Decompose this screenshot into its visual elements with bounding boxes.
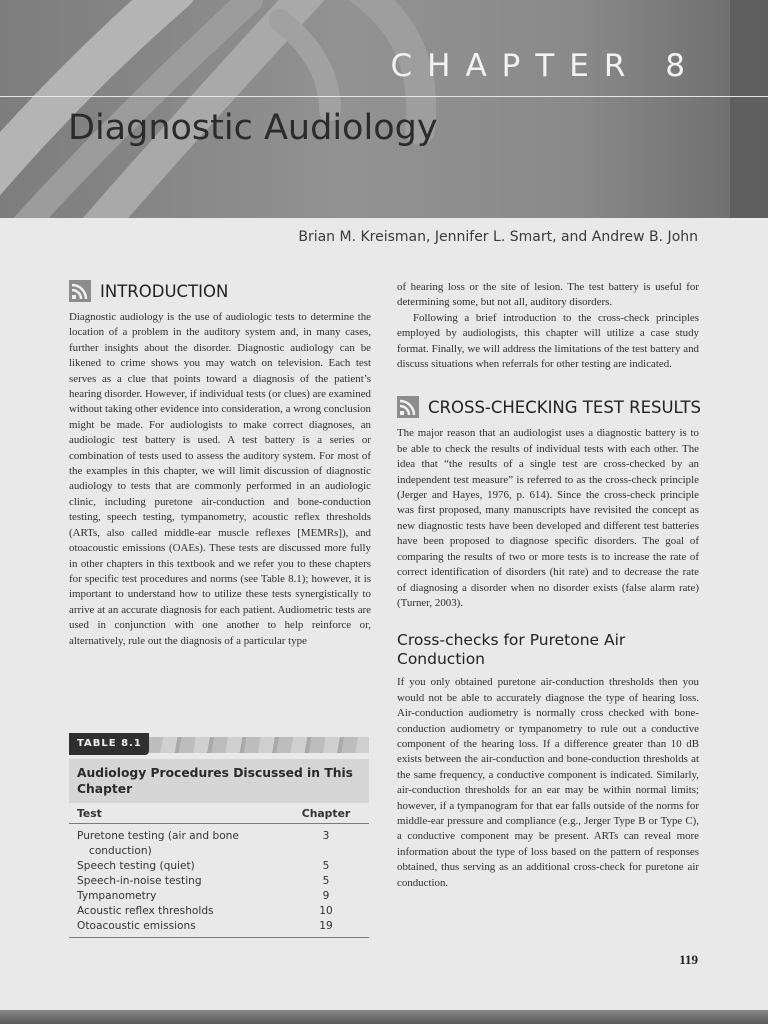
table-decoration <box>149 737 369 753</box>
table-cell-chapter: 3 <box>322 830 330 842</box>
table-row <box>69 889 369 904</box>
cross-checking-heading: CROSS-CHECKING TEST RESULTS <box>428 397 702 417</box>
introduction-paragraph: Diagnostic audiology is the use of audiologic tests to determine the location of a problem in the auditory system and, in many cases, further insights about the disorder. Diagnostic audiology can be likened to crime shows you may watch on television. Each test serves as a clue that points toward a diagnosis of the patient’s hearing disorder. However, if individual tests (or clues) are examined without taking other evidence into consideration, a wrong conclusion might be made. For audiologists to make correct diagnoses, an audiologic test battery is used. A test battery is a series or combination of tests used to assess the auditory system. For most of the examples in this chapter, we will limit discussion of diagnostic audiology to tests that are commonly performed in an audiologic clinic, including puretone air-conduction and bone-conduction testing, speech testing, tympanometry, acoustic reflex thresholds (ARTs, also called middle-ear muscle reflexes [MEMRs]), and otoacoustic emissions (OAEs). These tests are discussed more fully in other chapters in this textbook and we refer you to these chapters for specific test procedures and norms (see Table 8.1); however, it is important to understand how to utilize these tests synergistically to arrive at an accurate diagnosis for each patient. Audiometric tests are used in conjunction with one another to help reinforce or, alternatively, rule out the diagnosis of a particular type <box>69 311 371 647</box>
table-cell-chapter: 5 <box>322 860 330 872</box>
header-rule <box>0 96 768 97</box>
page-number: 119 <box>679 952 698 967</box>
left-column <box>69 280 371 649</box>
chapter-authors: Brian M. Kreisman, Jennifer L. Smart, and Andrew B. John <box>298 229 698 245</box>
introduction-heading-row <box>69 280 371 302</box>
chapter-number-label: CHAPTER 8 <box>390 48 700 84</box>
sound-waves-icon <box>397 396 419 418</box>
cross-checking-paragraph: The major reason that an audiologist uses a diagnostic battery is to be able to check the results of individual tests with each other. The idea that “the results of a single test are cross-checked by an independent test measure” is referred to as the cross-check principle (Jerger and Hayes, 1976, p. 614). Since the cross-check principle was first proposed, many manuscripts have revisited the concept as new diagnostic tests have been developed and different test batteries have been proposed to diagnose specific disorders. The goal of comparing the results of two or more tests is to increase the rate of correct identification of disorders (hit rate) and to decrease the rate of diagnosing a disorder when no disorder exists (false alarm rate) (Turner, 2003). <box>397 427 699 609</box>
table-row <box>69 874 369 889</box>
table-caption-box <box>69 759 369 803</box>
introduction-continuation: of hearing loss or the site of lesion. The test battery is useful for determining some, but not all, auditory disorders. <box>397 281 699 309</box>
footer-bar <box>0 1010 768 1024</box>
table-cell-chapter: 9 <box>322 890 330 902</box>
table-cell-chapter: 19 <box>283 919 369 938</box>
table-cell-test: Otoacoustic emissions <box>69 919 283 938</box>
table-cell-test: Speech testing (quiet) <box>77 860 195 872</box>
table-cell-test: Speech-in-noise testing <box>77 875 202 887</box>
table-cell-test: Acoustic reflex thresholds <box>77 905 214 917</box>
table-header-row <box>69 803 369 824</box>
chapter-title: Diagnostic Audiology <box>68 108 438 148</box>
column-header-test: Test <box>69 803 283 824</box>
right-column <box>397 280 702 891</box>
introduction-heading: INTRODUCTION <box>100 281 229 301</box>
procedures-table <box>69 803 369 938</box>
puretone-subheading: Cross-checks for Puretone Air Conduction <box>397 631 626 669</box>
chapter-header-band <box>0 0 768 218</box>
table-row <box>69 859 369 874</box>
cross-checking-heading-row <box>397 396 702 418</box>
table-cell-test: Puretone testing (air and bone conduction) <box>77 830 239 857</box>
table-cell-chapter: 10 <box>319 905 333 917</box>
table-label: TABLE 8.1 <box>69 733 149 755</box>
table-caption: Audiology Procedures Discussed in This Chapter <box>77 766 353 796</box>
table-row <box>69 824 369 860</box>
table-row <box>69 904 369 919</box>
introduction-paragraph-2: Following a brief introduction to the cross-check principles employed by audiologists, this chapter will utilize a case study format. Finally, we will address the limitations of the test battery and discuss situations when referrals for other testing are indicated. <box>397 311 699 371</box>
table-cell-chapter: 5 <box>322 875 330 887</box>
column-header-chapter: Chapter <box>283 803 369 824</box>
table-cell-test: Tympanometry <box>77 890 157 902</box>
table-8-1 <box>69 733 369 938</box>
table-row <box>69 919 369 938</box>
puretone-paragraph: If you only obtained puretone air-conduction thresholds then you would not be able to accurately diagnose the type of hearing loss. Air-conduction audiometry is normally cross checked with bone-conduction audiometry or tympanometry to rule out a conductive component of the hearing loss. If a difference greater than 10 dB exists between the air-conduction and bone-conduction thresholds at the same frequency, a conductive component is indicated. Similarly, air-conduction thresholds for an ear may be within normal limits; however, if a tympanogram for that ear falls outside of the norms for middle-ear pressure and compliance (e.g., Jerger Type B or Type C), a conductive component may be present. ARTs can reveal more information about the type of loss based on the pattern of responses obtained, thus serving as an additional cross-check for puretone air conduction. <box>397 676 699 889</box>
sound-waves-icon <box>69 280 91 302</box>
